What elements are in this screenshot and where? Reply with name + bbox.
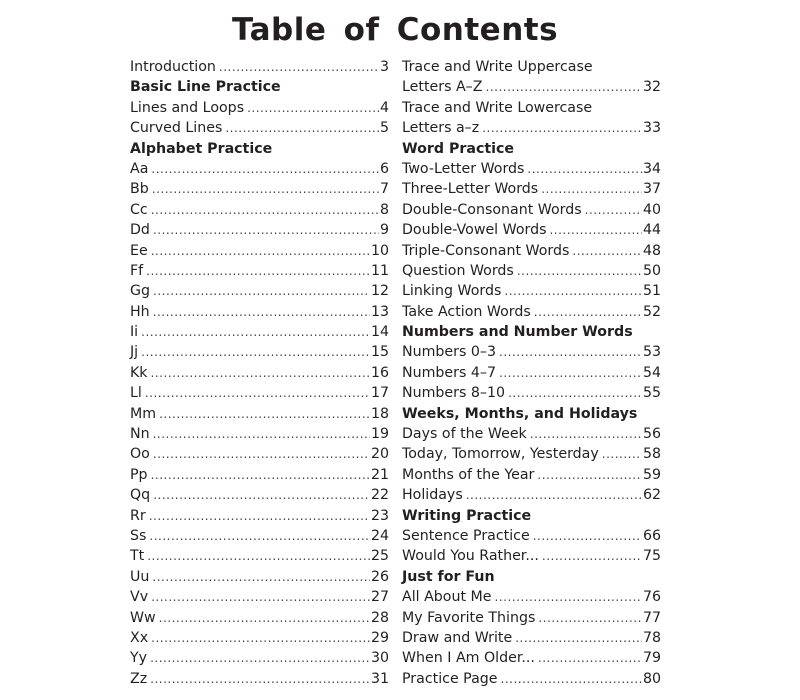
dot-leader [151,628,370,648]
dot-leader [486,77,642,97]
toc-entry [402,424,661,444]
dot-leader [499,342,642,362]
toc-entry-label: Uu [130,568,150,585]
toc-page-number: 40 [642,201,661,218]
toc-entry [402,363,661,383]
toc-entry-label: Jj [130,344,139,361]
toc-entry-label: Oo [130,446,150,463]
toc-entry [130,648,389,668]
toc-page-number: 33 [642,120,661,137]
dot-leader [149,526,370,546]
toc-page-number: 5 [379,120,389,137]
toc-entry-label: Two-Letter Words [402,160,525,177]
toc-entry [402,648,661,668]
toc-section-heading [130,139,389,159]
toc-page-number: 8 [379,201,389,218]
dot-leader [145,383,370,403]
toc-entry [402,159,661,179]
dot-leader [141,322,370,342]
dot-leader [602,444,642,464]
dot-leader [499,363,642,383]
toc-entry-label: Letters a–z [402,120,480,137]
toc-page-number: 15 [370,344,389,361]
dot-leader [153,424,370,444]
toc-entry-label: Tt [130,548,145,565]
toc-entry [402,669,661,689]
toc-entry-label: Curved Lines [130,120,223,137]
toc-entry-label: Writing Practice [402,507,532,524]
toc-entry-label: When I Am Older... [402,650,535,667]
toc-entry-label: Double-Consonant Words [402,201,582,218]
toc-page-number: 52 [642,303,661,320]
toc-entry-label: Practice Page [402,670,498,687]
toc-page-number: 54 [642,364,661,381]
toc-entry [402,383,661,403]
toc-entry-label: Pp [130,466,148,483]
toc-page-number: 48 [642,242,661,259]
toc-page-number: 3 [379,59,389,75]
toc-entry-label: Holidays [402,487,463,504]
toc-entry-label: Letters A–Z [402,79,483,96]
toc-page-number: 27 [370,589,389,606]
dot-leader [572,241,642,261]
toc-entry [402,57,661,77]
toc-page-number: 9 [379,222,389,239]
toc-entry-label: Take Action Words [402,303,531,320]
toc-entry [130,98,389,118]
dot-leader [151,363,370,383]
toc-entry [402,526,661,546]
toc-entry [130,159,389,179]
toc-page-number: 16 [370,364,389,381]
toc-entry [402,608,661,628]
dot-leader [538,648,642,668]
toc-entry-label: Bb [130,181,149,198]
toc-entry-label: Xx [130,629,149,646]
dot-leader [146,261,370,281]
toc-entry-label: Hh [130,303,150,320]
toc-entry [402,342,661,362]
toc-entry [130,322,389,342]
toc-entry [130,424,389,444]
toc-page-number: 59 [642,466,661,483]
toc-entry [130,465,389,485]
toc-page-number: 32 [642,79,661,96]
dot-leader [159,608,370,628]
toc-right-column [402,57,661,689]
toc-entry-label: Ee [130,242,148,259]
dot-leader [150,648,370,668]
toc-entry-label: All About Me [402,589,492,606]
toc-entry-label: Numbers 8–10 [402,385,506,402]
toc-page-number: 22 [370,487,389,504]
toc-entry [402,118,661,138]
dot-leader [527,159,642,179]
dot-leader [530,424,642,444]
dot-leader [141,342,370,362]
toc-entry [130,383,389,403]
toc-page-number: 4 [379,99,389,116]
toc-page-number: 76 [642,589,661,606]
dot-leader [159,404,370,424]
toc-entry-label: Trace and Write Lowercase [402,99,593,116]
toc-page-number: 31 [370,670,389,687]
toc-entry-label: Aa [130,160,149,177]
toc-entry-label: Lines and Loops [130,99,245,116]
toc-entry-label: Linking Words [402,283,502,300]
toc-page-number: 28 [370,609,389,626]
toc-section-heading [402,506,661,526]
toc-section-heading [402,139,661,159]
toc-page-number: 62 [642,487,661,504]
toc-page-number: 12 [370,283,389,300]
toc-page-number: 10 [370,242,389,259]
dot-leader [153,220,379,240]
toc-entry-label: Kk [130,364,148,381]
toc-entry-label: Weeks, Months, and Holidays [402,405,638,422]
toc-page-number: 78 [642,629,661,646]
toc-entry [402,302,661,322]
toc-page-number: 23 [370,507,389,524]
dot-leader [152,567,370,587]
toc-page-number: 6 [379,160,389,177]
toc-page-number: 44 [642,222,661,239]
toc-entry-label: Numbers and Number Words [402,324,633,341]
dot-leader [504,281,642,301]
toc-entry-label: Ff [130,262,144,279]
dot-leader [147,546,370,566]
toc-entry [130,261,389,281]
dot-leader [585,200,642,220]
toc-page-number: 29 [370,629,389,646]
dot-leader [549,220,641,240]
dot-leader [501,669,642,689]
toc-page-number: 11 [370,262,389,279]
toc-entry-label: Double-Vowel Words [402,222,547,239]
dot-leader [482,118,642,138]
toc-entry-label: Alphabet Practice [130,140,273,157]
toc-entry-label: Ll [130,385,142,402]
toc-entry [402,77,661,97]
dot-leader [542,546,642,566]
toc-entry-label: Cc [130,201,148,218]
toc-page-number: 19 [370,426,389,443]
toc-entry [130,57,389,77]
toc-entry [130,567,389,587]
toc-entry-label: Vv [130,589,149,606]
toc-entry-label: Numbers 0–3 [402,344,497,361]
dot-leader [149,506,370,526]
dot-leader [153,444,370,464]
toc-entry-label: Ss [130,527,147,544]
dot-leader [219,57,379,77]
toc-page-number: 17 [370,385,389,402]
dot-leader [150,669,370,689]
toc-entry-label: Word Practice [402,140,515,157]
dot-leader [533,526,642,546]
toc-page-number: 77 [642,609,661,626]
dot-leader [537,465,642,485]
toc-entry [402,98,661,118]
toc-entry [130,587,389,607]
toc-entry-label: Basic Line Practice [130,79,281,96]
toc-page-number: 20 [370,446,389,463]
dot-leader [151,200,379,220]
toc-page-number: 53 [642,344,661,361]
toc-entry [402,241,661,261]
dot-leader [515,628,642,648]
toc-page-number: 75 [642,548,661,565]
toc-entry-label: Nn [130,426,150,443]
toc-entry-label: Qq [130,487,151,504]
toc-entry-label: Rr [130,507,146,524]
toc-page-number: 26 [370,568,389,585]
toc-entry [130,444,389,464]
toc-page-number: 56 [642,426,661,443]
toc-page-number: 30 [370,650,389,667]
toc-entry-label: Gg [130,283,150,300]
toc-entry-label: Ii [130,324,139,341]
toc-entry-label: Triple-Consonant Words [402,242,570,259]
dot-leader [541,179,642,199]
toc-page-number: 21 [370,466,389,483]
toc-entry [402,546,661,566]
toc-page-number: 25 [370,548,389,565]
toc-entry-label: Sentence Practice [402,527,530,544]
toc-entry [130,526,389,546]
toc-entry [402,179,661,199]
dot-leader [153,281,370,301]
toc-entry-label: Draw and Write [402,629,513,646]
dot-leader [152,179,379,199]
toc-entry [130,302,389,322]
dot-leader [153,485,370,505]
toc-entry [130,118,389,138]
toc-page-number: 24 [370,527,389,544]
toc-entry-label: Numbers 4–7 [402,364,497,381]
toc-entry [402,444,661,464]
toc-entry [130,546,389,566]
toc-entry [130,281,389,301]
dot-leader [534,302,642,322]
toc-page-number: 55 [642,385,661,402]
toc-entry [130,608,389,628]
toc-page-number: 14 [370,324,389,341]
toc-entry [402,261,661,281]
toc-entry [130,179,389,199]
toc-entry [402,485,661,505]
toc-entry-label: Introduction [130,59,216,75]
toc-entry [130,506,389,526]
toc-page-number: 66 [642,527,661,544]
dot-leader [151,465,370,485]
toc-entry [130,220,389,240]
toc-entry [130,363,389,383]
toc-page-number: 34 [642,160,661,177]
toc-entry [130,669,389,689]
toc-entry [402,587,661,607]
dot-leader [151,241,370,261]
toc-entry [130,404,389,424]
toc-entry-label: Zz [130,670,148,687]
dot-leader [247,98,379,118]
toc-page-number: 58 [642,446,661,463]
toc-entry-label: Three-Letter Words [402,181,539,198]
toc-entry [130,485,389,505]
toc-entry [402,281,661,301]
page-title: Table of Contents [231,12,559,48]
toc-entry-label: Today, Tomorrow, Yesterday [402,446,599,463]
toc-page-number: 37 [642,181,661,198]
toc-entry [130,628,389,648]
dot-leader [151,159,379,179]
dot-leader [495,587,642,607]
toc-section-heading [402,404,661,424]
toc-entry-label: Months of the Year [402,466,535,483]
toc-entry [402,220,661,240]
dot-leader [153,302,370,322]
toc-entry [402,465,661,485]
toc-entry-label: Question Words [402,262,514,279]
toc-entry [130,241,389,261]
toc-entry-label: Dd [130,222,150,239]
toc-entry-label: Yy [130,650,148,667]
toc-section-heading [130,77,389,97]
toc-entry [402,200,661,220]
toc-page-number: 13 [370,303,389,320]
toc-entry [130,342,389,362]
toc-entry-label: Days of the Week [402,426,527,443]
toc-page-number: 79 [642,650,661,667]
toc-section-heading [402,567,661,587]
toc-entry-label: Would You Rather... [402,548,539,565]
toc-entry-label: Ww [130,609,156,626]
toc-left-column [130,57,389,689]
toc-section-heading [402,322,661,342]
toc-entry [402,628,661,648]
dot-leader [508,383,642,403]
toc-entry [130,200,389,220]
toc-page-number: 18 [370,405,389,422]
toc-page-number: 50 [642,262,661,279]
toc-entry-label: Just for Fun [402,568,495,585]
toc-page-number: 80 [642,670,661,687]
toc-entry-label: My Favorite Things [402,609,536,626]
dot-leader [466,485,642,505]
dot-leader [225,118,379,138]
toc-page-number: 51 [642,283,661,300]
dot-leader [538,608,642,628]
toc-entry-label: Mm [130,405,157,422]
dot-leader [151,587,370,607]
toc-entry-label: Trace and Write Uppercase [402,59,593,75]
toc-page-number: 7 [379,181,389,198]
dot-leader [517,261,642,281]
